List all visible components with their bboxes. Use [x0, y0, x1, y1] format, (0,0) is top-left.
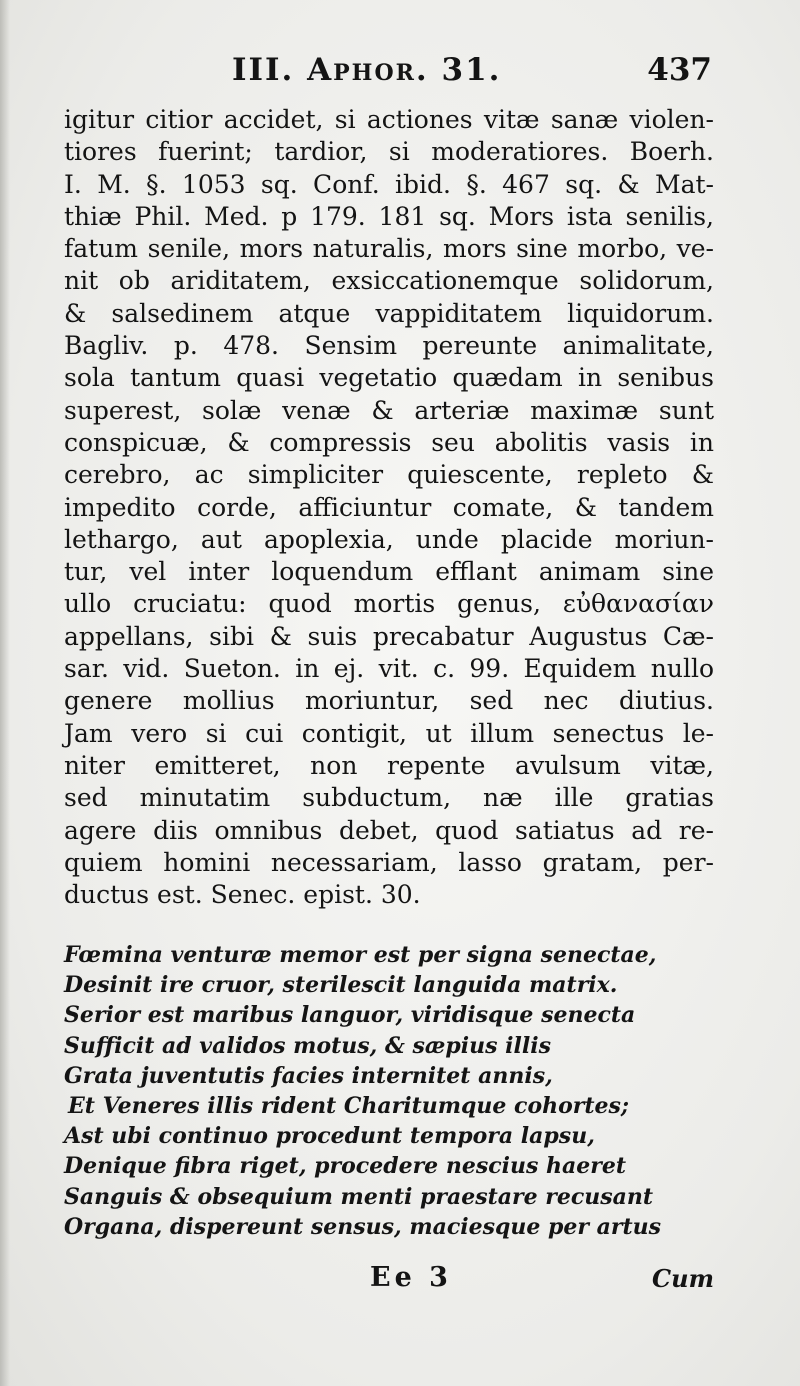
prose-line: ductus est. Senec. epist. 30. [64, 880, 421, 910]
running-head: III. Aphor. 31. [232, 52, 502, 88]
verse-line: Sufficit ad validos motus, & sæpius illis [64, 1032, 551, 1059]
catchword: Cum [652, 1264, 714, 1293]
prose-line: tur, vel inter loquendum efflant animam sine [64, 557, 714, 587]
signature-mark: Ee 3 [370, 1262, 452, 1293]
verse-quotation [64, 940, 714, 1242]
prose-line: lethargo, aut apoplexia, unde placide moriun- [64, 524, 714, 554]
prose-line: tiores fuerint; tardior, si moderatiores. Boerh. [64, 137, 714, 167]
prose-line: sed minutatim subductum, næ ille gratias [64, 783, 714, 813]
prose-line: cerebro, ac simpliciter quiescente, repleto & [64, 460, 714, 490]
prose-line: agere diis omnibus debet, quod satiatus ad re- [64, 815, 714, 845]
prose-line: I. M. §. 1053 sq. Conf. ibid. §. 467 sq. & Mat- [64, 169, 714, 199]
prose-line: thiæ Phil. Med. p 179. 181 sq. Mors ista senilis, [64, 201, 714, 231]
prose-line: & salsedinem atque vappiditatem liquidorum. [64, 298, 714, 328]
prose-line: sola tantum quasi vegetatio quædam in senibus [64, 363, 714, 393]
verse-line: Sanguis & obsequium menti praestare recusant [64, 1183, 654, 1210]
prose-line: impedito corde, afficiuntur comate, & tandem [64, 492, 714, 522]
prose-line: genere mollius moriuntur, sed nec diutius. [64, 686, 714, 716]
prose-line: igitur citior accidet, si actiones vitæ sanæ violen- [64, 105, 714, 134]
prose-paragraph [64, 104, 714, 911]
verse-line: Organa, dispereunt sensus, maciesque per artus [64, 1213, 662, 1240]
verse-line: Fœmina venturæ memor est per signa senectae, [64, 942, 657, 968]
prose-line: conspicuæ, & compressis seu abolitis vasis in [64, 427, 714, 457]
page-gutter-shadow [0, 0, 10, 1386]
page-header [64, 52, 712, 96]
prose-line: Jam vero si cui contigit, ut illum senectus le- [64, 718, 714, 748]
prose-line: nit ob ariditatem, exsiccationemque solidorum, [64, 266, 714, 296]
page-number: 437 [647, 52, 712, 88]
prose-line: Bagliv. p. 478. Sensim pereunte animalitate, [64, 331, 714, 361]
verse-line: Serior est maribus languor, viridisque senecta [64, 1002, 636, 1029]
prose-line: fatum senile, mors naturalis, mors sine morbo, ve- [64, 234, 714, 264]
verse-line: Ast ubi continuo procedunt tempora lapsu, [64, 1123, 595, 1150]
verse-line: Denique fibra riget, procedere nescius haeret [64, 1153, 626, 1180]
verse-line: Grata juventutis facies internitet annis, [64, 1062, 553, 1089]
prose-line: ullo cruciatu: quod mortis genus, εὐθανασίαν [64, 589, 714, 619]
prose-line: sar. vid. Sueton. in ej. vit. c. 99. Equidem nullo [64, 654, 714, 684]
prose-line: superest, solæ venæ & arteriæ maximæ sunt [64, 395, 714, 425]
prose-line: appellans, sibi & suis precabatur Augustus Cæ- [64, 621, 714, 651]
prose-line: niter emitteret, non repente avulsum vitæ, [64, 750, 714, 780]
page-footer [64, 1262, 714, 1302]
verse-line: Desinit ire cruor, sterilescit languida matrix. [64, 972, 618, 999]
prose-line: quiem homini necessariam, lasso gratam, per- [64, 847, 714, 877]
verse-line: Et Veneres illis rident Charitumque cohortes; [68, 1092, 630, 1119]
